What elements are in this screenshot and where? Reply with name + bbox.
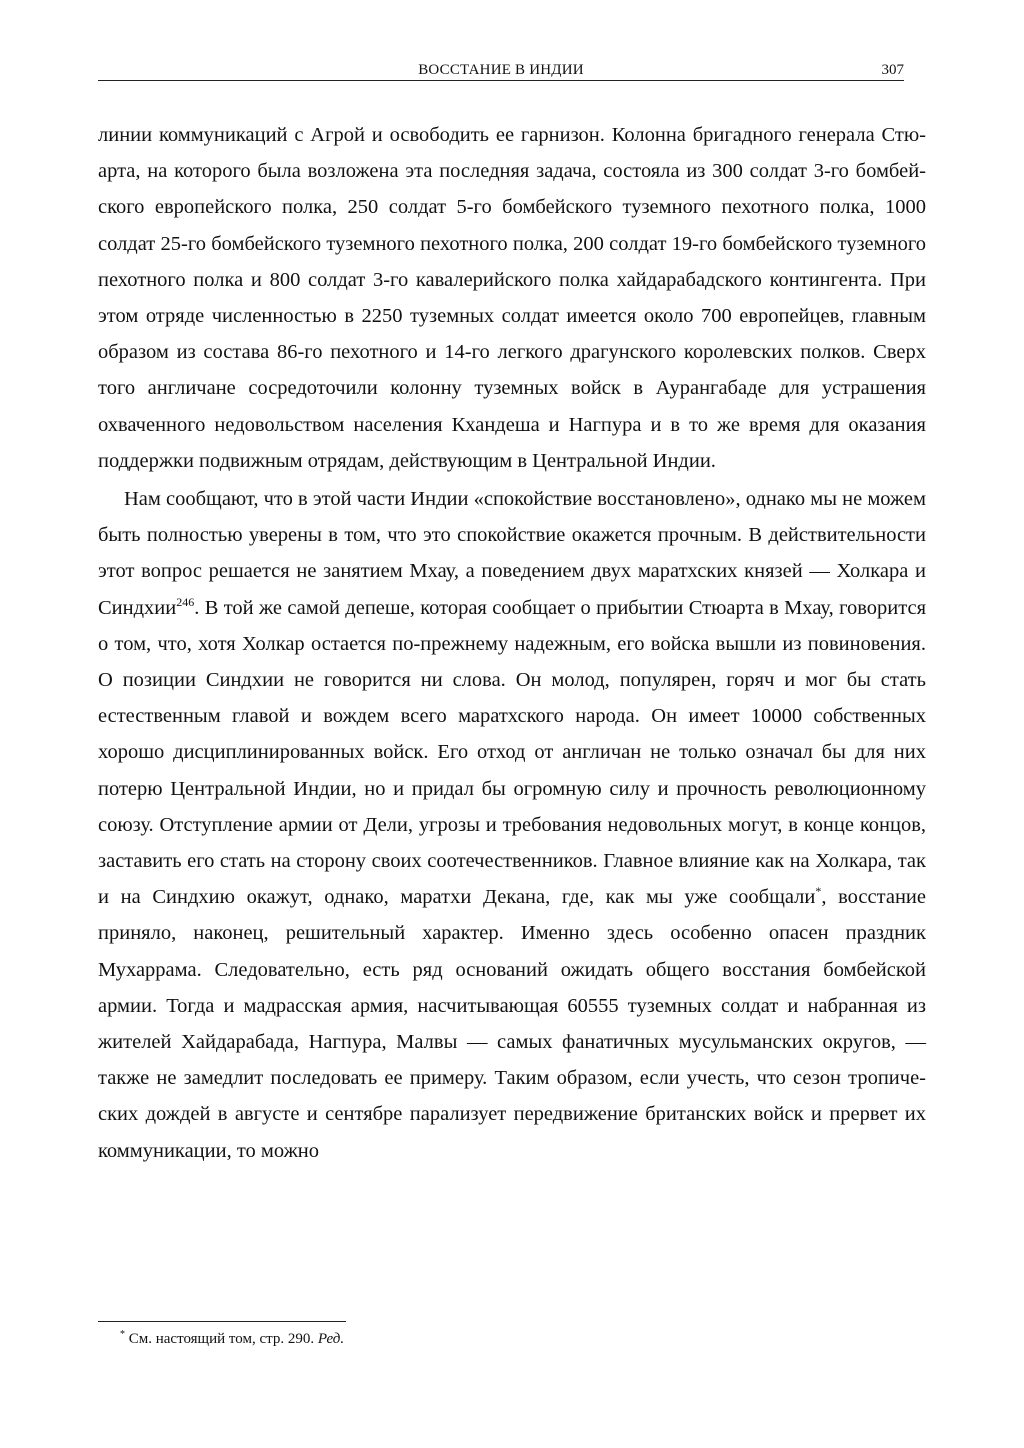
footnote [120, 1328, 344, 1350]
paragraph-2-part-3: , восстание приняло, наконец, решительный характер. Именно здесь особенно опасен праздник Мухаррама. Следовательно, есть ряд оснований ожидать общего восстания бомбейской армии. Тогда и мадрасская армия, насчитывающая 60555 туземных солдат и набранная из жителей Хайдарабада, Нагпура, Малвы — самых фанатичных мусульманских округов, — также не замедлит последовать ее примеру. Таким образом, если учесть, что сезон тропических дождей в августе и сентябре парализует передвижение британских войск и прервет их коммуникации, то можно [98, 886, 926, 1162]
page-number: 307 [881, 62, 904, 78]
main-text [98, 117, 926, 1169]
paragraph-2-part-2: . В той же самой депеше, которая сообщает о прибытии Стюарта в Мхау, говорится о том, что, хотя Холкар остается по-прежнему надежным, его войска вышли из повиновения. О позиции Синдхии не говорится ни слова. Он молод, популярен, горяч и мог бы стать естественным главой и вождем всего маратхского народа. Он имеет 10000 собственных хорошо дисциплинированных войск. Его отход от англичан не только означал бы для них потерю Центральной Индии, но и придал бы огромную силу и прочность революционному союзу. Отступление армии от Дели, угрозы и требования недовольных могут, в конце концов, заставить его стать на сторону своих соотечественников. Главное влияние как на Холкара, так и на Синдхию окажут, однако, маратхи Декана, где, как мы уже сообщали [98, 596, 926, 909]
footnote-text: См. настоящий том, стр. 290. [125, 1331, 318, 1347]
paragraph-2 [98, 481, 926, 1169]
footnote-reference-asterisk[interactable]: * [815, 884, 822, 899]
footnote-divider [98, 1321, 346, 1322]
paragraph-2-part-1: Нам сообщают, что в этой части Индии «спокойствие восстановлено», однако мы не можем быть полностью уверены в том, что это спокойствие окажется прочным. В действительности этот вопрос решается не занятием Мхау, а поведением двух маратхских князей — Холкара и Синдхии [98, 488, 926, 619]
paragraph-1: линии коммуникаций с Агрой и освободить ее гарнизон. Колонна бригадного генерала Стюарта, на которого была возложена эта последняя задача, состояла из 300 солдат 3-го бомбейского европейского полка, 250 солдат 5-го бомбейского туземного пехотного полка, 1000 солдат 25-го бомбейского туземного пехотного полка, 200 солдат 19-го бомбейского туземного пехотного полка и 800 солдат 3-го кавалерийского полка хайдарабадского контингента. При этом отряде численностью в 2250 туземных солдат имеется около 700 европейцев, главным образом из состава 86-го пехотного и 14-го легкого драгунского королевских полков. Сверх того англичане сосредоточили колонну туземных войск в Аурангабаде для устрашения охваченного недовольством населения Кхандеша и Нагпура и в то же время для оказания поддержки подвижным отрядам, действующим в Центральной Индии. [98, 124, 926, 472]
endnote-reference-246[interactable]: 246 [176, 594, 195, 609]
running-header-title: ВОССТАНИЕ В ИНДИИ [418, 62, 584, 78]
running-header [98, 60, 904, 81]
footnote-editor-mark: Ред. [317, 1331, 345, 1347]
footnote-marker: * [120, 1329, 125, 1340]
